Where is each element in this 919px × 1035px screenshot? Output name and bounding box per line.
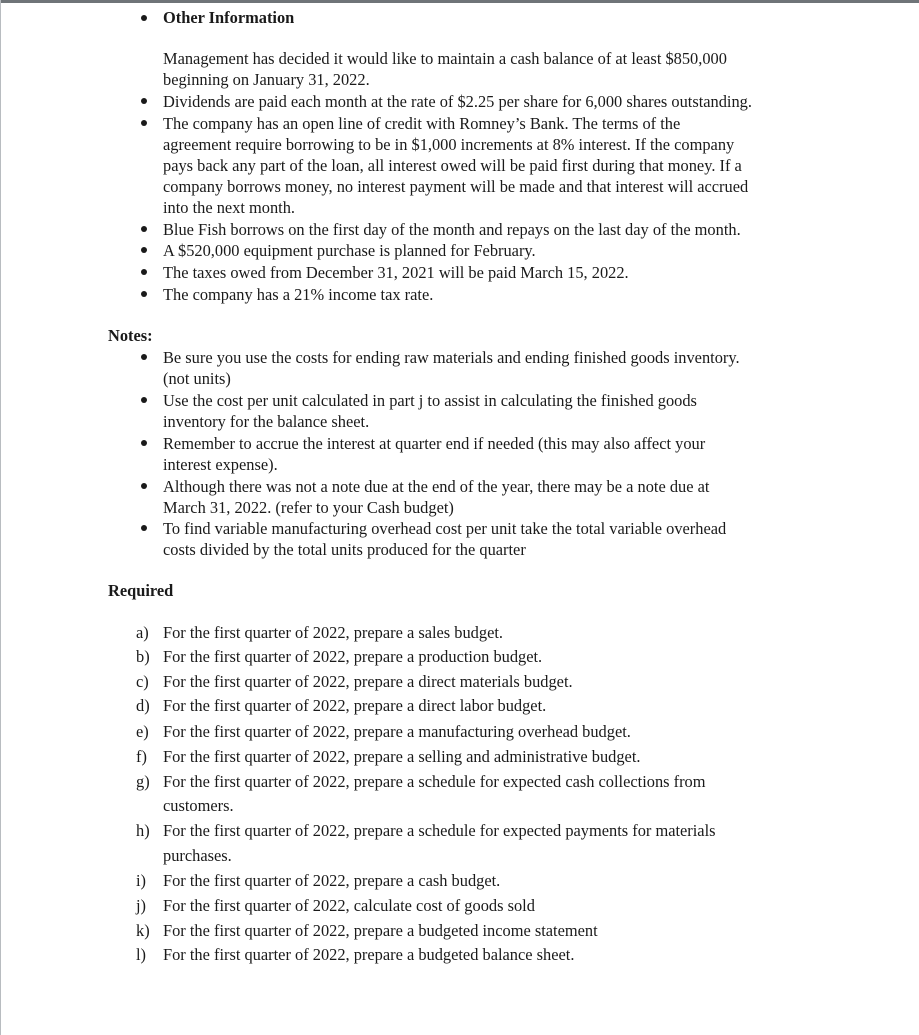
required-marker: c) <box>136 672 149 691</box>
bullet-icon <box>141 397 147 403</box>
notes-line: Although there was not a note due at the end of the year, there may be a note due at <box>163 477 710 496</box>
bullet-icon <box>141 269 147 275</box>
other-info-line: Management has decided it would like to maintain a cash balance of at least $850,000 <box>163 49 727 68</box>
other-info-line: pays back any part of the loan, all interest owed will be paid first during that money. If a <box>163 156 742 175</box>
notes-line: To find variable manufacturing overhead cost per unit take the total variable overhead <box>163 519 727 538</box>
notes-line: interest expense). <box>163 455 278 474</box>
required-line: For the first quarter of 2022, prepare a schedule for expected payments for materials <box>163 821 716 840</box>
required-marker: l) <box>136 945 147 964</box>
bullet-icon <box>141 354 147 360</box>
bullet-icon <box>141 15 147 21</box>
other-info-line: company borrows money, no interest payment will be made and that interest will accrued <box>163 177 749 196</box>
bullet-icon <box>141 440 147 446</box>
bullet-icon <box>141 525 147 531</box>
required-line: For the first quarter of 2022, calculate cost of goods sold <box>163 896 535 915</box>
bullet-icon <box>141 98 147 104</box>
notes-line: (not units) <box>163 369 231 388</box>
bullet-icon <box>141 247 147 253</box>
other-info-line: Dividends are paid each month at the rate of $2.25 per share for 6,000 shares outstanding. <box>163 92 752 111</box>
other-info-line: A $520,000 equipment purchase is planned for February. <box>163 241 536 260</box>
required-marker: i) <box>136 871 147 890</box>
required-line: For the first quarter of 2022, prepare a production budget. <box>163 647 543 666</box>
required-line: For the first quarter of 2022, prepare a direct materials budget. <box>163 672 573 691</box>
notes-heading: Notes: <box>108 326 153 345</box>
required-marker: f) <box>136 747 147 766</box>
notes-line: Remember to accrue the interest at quarter end if needed (this may also affect your <box>163 434 706 453</box>
other-info-line: into the next month. <box>163 198 296 217</box>
other-info-line: agreement require borrowing to be in $1,000 increments at 8% interest. If the company <box>163 135 735 154</box>
notes-line: March 31, 2022. (refer to your Cash budget) <box>163 498 454 517</box>
other-info-line: The company has an open line of credit with Romney’s Bank. The terms of the <box>163 114 681 133</box>
required-marker: k) <box>136 921 150 940</box>
required-marker: j) <box>136 896 147 915</box>
required-marker: h) <box>136 821 150 840</box>
required-line: For the first quarter of 2022, prepare a budgeted balance sheet. <box>163 945 575 964</box>
required-line: For the first quarter of 2022, prepare a schedule for expected cash collections from <box>163 772 706 791</box>
required-marker: d) <box>136 696 150 715</box>
notes-line: Be sure you use the costs for ending raw materials and ending finished goods inventory. <box>163 348 740 367</box>
bullet-icon <box>141 291 147 297</box>
other-info-line: The company has a 21% income tax rate. <box>163 285 434 304</box>
required-line: purchases. <box>163 846 232 865</box>
required-heading: Required <box>108 581 174 600</box>
required-marker: g) <box>136 772 150 791</box>
other-info-line: The taxes owed from December 31, 2021 will be paid March 15, 2022. <box>163 263 629 282</box>
bullet-icon <box>141 120 147 126</box>
required-marker: a) <box>136 623 149 642</box>
required-line: For the first quarter of 2022, prepare a manufacturing overhead budget. <box>163 722 631 741</box>
bullet-icon <box>141 226 147 232</box>
required-line: For the first quarter of 2022, prepare a budgeted income statement <box>163 921 598 940</box>
notes-line: costs divided by the total units produced for the quarter <box>163 540 526 559</box>
notes-line: inventory for the balance sheet. <box>163 412 370 431</box>
required-marker: e) <box>136 722 149 741</box>
required-line: For the first quarter of 2022, prepare a direct labor budget. <box>163 696 547 715</box>
bullet-icon <box>141 483 147 489</box>
other-info-line: Blue Fish borrows on the first day of the month and repays on the last day of the month. <box>163 220 741 239</box>
required-line: For the first quarter of 2022, prepare a sales budget. <box>163 623 503 642</box>
required-line: For the first quarter of 2022, prepare a cash budget. <box>163 871 501 890</box>
required-line: customers. <box>163 796 234 815</box>
required-line: For the first quarter of 2022, prepare a selling and administrative budget. <box>163 747 641 766</box>
other-info-heading: Other Information <box>163 8 295 27</box>
other-info-line: beginning on January 31, 2022. <box>163 70 370 89</box>
notes-line: Use the cost per unit calculated in part j to assist in calculating the finished goods <box>163 391 697 410</box>
required-marker: b) <box>136 647 150 666</box>
